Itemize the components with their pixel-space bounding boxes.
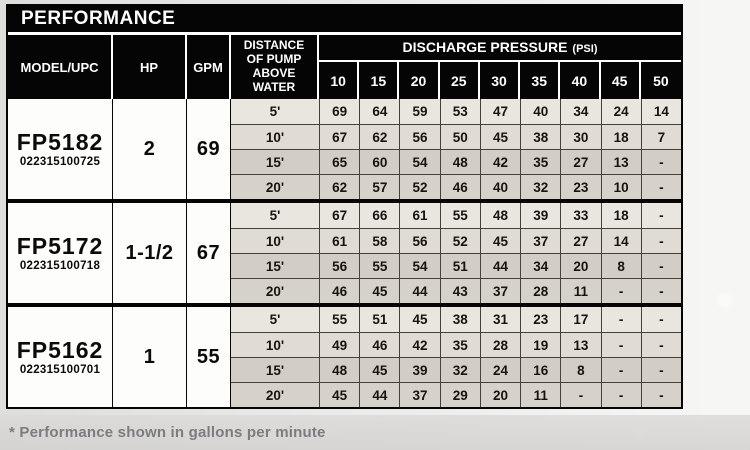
pressure-value-cell: - xyxy=(641,278,681,303)
pressure-value-cell: 32 xyxy=(440,357,480,382)
gpm-cell: 55 xyxy=(187,307,231,407)
distance-cell: 15' xyxy=(231,149,319,174)
pressure-value-cell: 35 xyxy=(520,149,560,174)
pressure-value-cell: - xyxy=(641,228,681,253)
pressure-value-cell: 18 xyxy=(601,203,641,228)
footnote: * Performance shown in gallons per minute xyxy=(9,424,326,441)
pressure-value-cell: 61 xyxy=(399,203,439,228)
table-title: PERFORMANCE xyxy=(8,6,681,35)
distance-cell: 10' xyxy=(231,332,319,357)
pressure-value-cell: 38 xyxy=(520,124,560,149)
pressure-value-cell: 49 xyxy=(319,332,359,357)
distance-cell: 5' xyxy=(231,203,319,228)
header-grid xyxy=(8,35,681,99)
pressure-value-cell: 57 xyxy=(359,174,399,199)
pressure-col-header: 30 xyxy=(480,62,520,99)
pressure-value-cell: 39 xyxy=(520,203,560,228)
table-body xyxy=(8,99,681,407)
pressure-value-cell: 62 xyxy=(319,174,359,199)
pressure-value-cell: 54 xyxy=(399,149,439,174)
pressure-value-cell: - xyxy=(641,203,681,228)
pressure-value-cell: 37 xyxy=(480,278,520,303)
pressure-value-cell: 40 xyxy=(480,174,520,199)
pressure-value-cell: 45 xyxy=(399,307,439,332)
pressure-value-cell: 45 xyxy=(480,124,520,149)
pressure-value-cell: 19 xyxy=(520,332,560,357)
pressure-value-cell: 47 xyxy=(480,99,520,124)
pressure-value-cell: 31 xyxy=(480,307,520,332)
pump-block-fp5182 xyxy=(8,99,681,199)
pressure-value-cell: 39 xyxy=(399,357,439,382)
column-header-distance: DISTANCE OF PUMP ABOVE WATER xyxy=(231,35,319,99)
distance-cell: 5' xyxy=(231,99,319,124)
distance-cell: 20' xyxy=(231,174,319,199)
pressure-value-cell: 17 xyxy=(560,307,600,332)
model-number: FP5182 xyxy=(16,128,104,155)
pressure-value-cell: 37 xyxy=(399,382,439,407)
pressure-value-cell: 65 xyxy=(319,149,359,174)
pressure-value-cell: 27 xyxy=(560,149,600,174)
pressure-value-cell: 32 xyxy=(520,174,560,199)
pressure-value-cell: - xyxy=(641,357,681,382)
pressure-value-cell: - xyxy=(641,307,681,332)
pressure-value-cell: 14 xyxy=(601,228,641,253)
pressure-value-cell: 42 xyxy=(480,149,520,174)
distance-cell: 15' xyxy=(231,253,319,278)
pressure-value-cell: 10 xyxy=(601,174,641,199)
hp-cell: 2 xyxy=(113,99,187,199)
model-upc: 022315100725 xyxy=(19,155,101,168)
pressure-value-cell: - xyxy=(641,332,681,357)
pressure-value-cell: 40 xyxy=(520,99,560,124)
pressure-value-cell: 38 xyxy=(440,307,480,332)
pressure-value-cell: 67 xyxy=(319,124,359,149)
pressure-value-cell: 61 xyxy=(319,228,359,253)
pressure-col-header: 10 xyxy=(319,62,359,99)
pressure-value-cell: 23 xyxy=(520,307,560,332)
pressure-value-cell: 62 xyxy=(359,124,399,149)
pressure-value-cell: 8 xyxy=(601,253,641,278)
pressure-col-header: 50 xyxy=(653,72,669,89)
pressure-value-cell: 7 xyxy=(641,124,681,149)
pressure-value-cell: 29 xyxy=(440,382,480,407)
pressure-value-cell: 46 xyxy=(359,332,399,357)
pressure-value-cell: 60 xyxy=(359,149,399,174)
pressure-value-cell: 45 xyxy=(319,382,359,407)
pressure-value-cell: 52 xyxy=(399,174,439,199)
pressure-col-header: 40 xyxy=(560,62,600,99)
pressure-value-cell: 16 xyxy=(520,357,560,382)
pressure-value-cell: 67 xyxy=(319,203,359,228)
pressure-col-header: 15 xyxy=(359,62,399,99)
pressure-value-cell: 55 xyxy=(359,253,399,278)
performance-table xyxy=(6,4,683,409)
pressure-value-cell: 18 xyxy=(601,124,641,149)
pressure-value-cell: 51 xyxy=(359,307,399,332)
hp-cell: 1 xyxy=(113,307,187,407)
pressure-value-cell: 43 xyxy=(440,278,480,303)
distance-cell: 10' xyxy=(231,228,319,253)
pressure-value-cell: 69 xyxy=(319,99,359,124)
pressure-value-cell: 56 xyxy=(319,253,359,278)
column-header-discharge-pressure xyxy=(319,35,681,62)
pressure-value-cell: 28 xyxy=(520,278,560,303)
pressure-value-cell: - xyxy=(601,332,641,357)
pressure-value-cell: 37 xyxy=(520,228,560,253)
pressure-value-cell: 42 xyxy=(399,332,439,357)
pressure-value-cell: 56 xyxy=(399,124,439,149)
pressure-value-cell: 35 xyxy=(440,332,480,357)
pressure-value-cell: 13 xyxy=(560,332,600,357)
pressure-value-cell: 46 xyxy=(440,174,480,199)
pressure-value-cell: 23 xyxy=(560,174,600,199)
pressure-value-cell: 52 xyxy=(440,228,480,253)
pressure-col-header: 25 xyxy=(440,62,480,99)
pressure-value-cell: 59 xyxy=(399,99,439,124)
model-upc: 022315100701 xyxy=(19,363,101,376)
pressure-col-header: 45 xyxy=(601,62,641,99)
pressure-value-cell: 24 xyxy=(601,99,641,124)
gpm-cell: 67 xyxy=(187,203,231,303)
pressure-value-cell: 56 xyxy=(399,228,439,253)
pressure-value-cell: 46 xyxy=(319,278,359,303)
pressure-value-cell: - xyxy=(601,307,641,332)
pressure-col-header: 20 xyxy=(399,62,439,99)
pressure-value-cell: - xyxy=(601,357,641,382)
pressure-value-cell: - xyxy=(641,149,681,174)
pressure-value-cell: 44 xyxy=(480,253,520,278)
model-upc: 022315100718 xyxy=(19,259,101,272)
model-cell xyxy=(8,307,113,407)
pressure-value-cell: 48 xyxy=(319,357,359,382)
pressure-value-cell: 11 xyxy=(520,382,560,407)
discharge-pressure-label: DISCHARGE PRESSURE xyxy=(402,39,568,55)
pressure-value-cell: 8 xyxy=(560,357,600,382)
pressure-value-cell: 20 xyxy=(480,382,520,407)
pressure-value-cell: 66 xyxy=(359,203,399,228)
pressure-value-cell: - xyxy=(641,253,681,278)
pressure-value-cell: - xyxy=(641,382,681,407)
pressure-value-cell: - xyxy=(601,382,641,407)
pressure-value-cell: 34 xyxy=(560,99,600,124)
model-cell xyxy=(8,203,113,303)
pressure-value-cell: 58 xyxy=(359,228,399,253)
gpm-cell: 69 xyxy=(187,99,231,199)
hp-cell: 1-1/2 xyxy=(113,203,187,303)
pressure-value-cell: 53 xyxy=(440,99,480,124)
pressure-value-cell: 51 xyxy=(440,253,480,278)
pump-block-fp5162 xyxy=(8,304,681,407)
distance-cell: 20' xyxy=(231,278,319,303)
pressure-value-cell: 55 xyxy=(440,203,480,228)
pump-block-fp5172 xyxy=(8,200,681,303)
pressure-value-cell: 45 xyxy=(480,228,520,253)
pressure-value-cell: - xyxy=(601,278,641,303)
pressure-col-header: 35 xyxy=(520,62,560,99)
pressure-value-cell: 45 xyxy=(359,357,399,382)
pressure-value-cell: 48 xyxy=(440,149,480,174)
pressure-value-cell: 50 xyxy=(440,124,480,149)
pressure-value-cell: 11 xyxy=(560,278,600,303)
pressure-value-cell: 13 xyxy=(601,149,641,174)
pressure-value-cell: - xyxy=(641,174,681,199)
pressure-value-cell: 14 xyxy=(641,99,681,124)
model-cell xyxy=(8,99,113,199)
column-header-model-upc: MODEL/UPC xyxy=(8,35,113,99)
pressure-value-cell: - xyxy=(560,382,600,407)
pressure-value-cell: 28 xyxy=(480,332,520,357)
column-header-gpm: GPM xyxy=(187,35,231,99)
model-number: FP5162 xyxy=(16,336,104,363)
pressure-value-cell: 48 xyxy=(480,203,520,228)
pressure-value-cell: 20 xyxy=(560,253,600,278)
pressure-value-cell: 34 xyxy=(520,253,560,278)
discharge-pressure-unit: (PSI) xyxy=(572,43,598,55)
model-number: FP5172 xyxy=(16,232,104,259)
pressure-value-cell: 54 xyxy=(399,253,439,278)
distance-cell: 15' xyxy=(231,357,319,382)
pressure-value-cell: 44 xyxy=(399,278,439,303)
pressure-value-cell: 30 xyxy=(560,124,600,149)
pressure-value-cell: 33 xyxy=(560,203,600,228)
distance-cell: 20' xyxy=(231,382,319,407)
distance-cell: 5' xyxy=(231,307,319,332)
pressure-value-cell: 44 xyxy=(359,382,399,407)
pressure-value-cell: 27 xyxy=(560,228,600,253)
pressure-value-cell: 64 xyxy=(359,99,399,124)
pressure-value-cell: 24 xyxy=(480,357,520,382)
distance-cell: 10' xyxy=(231,124,319,149)
column-header-hp: HP xyxy=(113,35,187,99)
pressure-value-cell: 45 xyxy=(359,278,399,303)
pressure-value-cell: 55 xyxy=(319,307,359,332)
